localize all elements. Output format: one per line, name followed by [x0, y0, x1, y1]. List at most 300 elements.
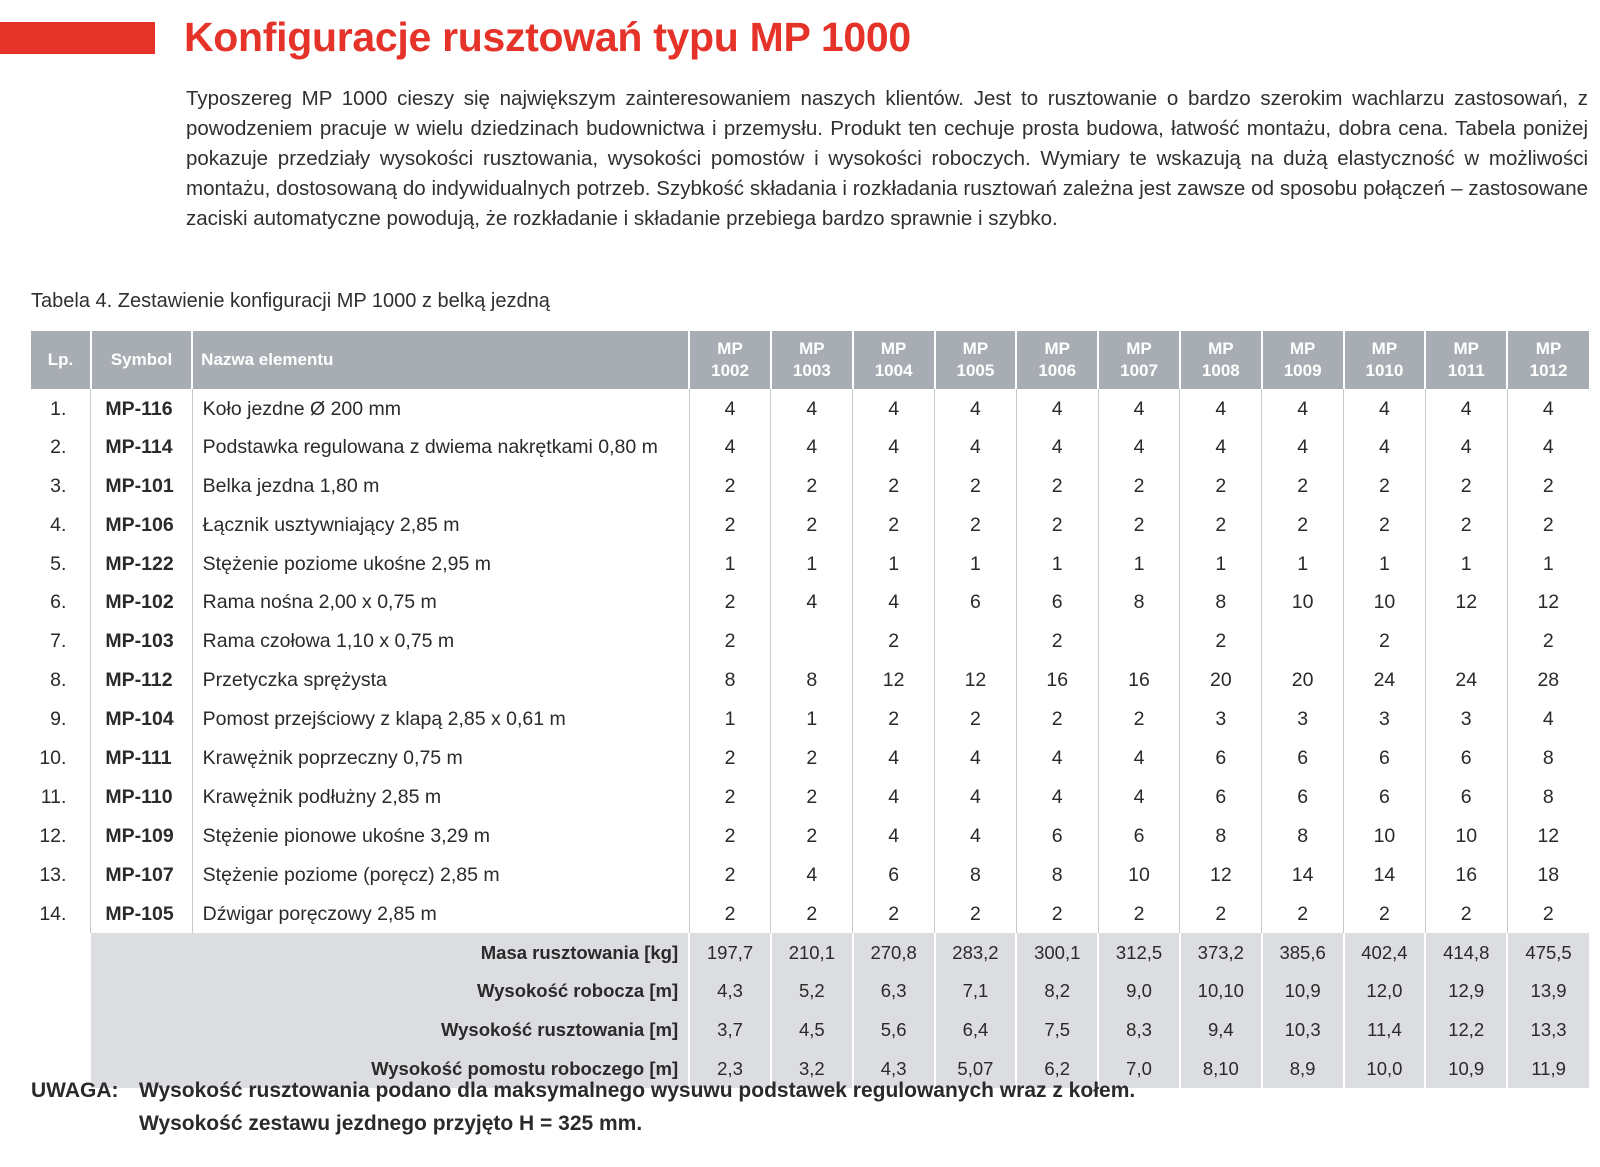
row-quantity: 4	[1098, 428, 1180, 467]
row-quantity: 4	[1016, 389, 1098, 428]
row-number: 5.	[50, 552, 67, 575]
row-symbol: MP-105	[91, 895, 192, 934]
header-model	[1098, 331, 1180, 389]
header-model-prefix: MP	[1371, 339, 1398, 358]
summary-value: 10,10	[1180, 972, 1262, 1011]
row-quantity: 24	[1344, 661, 1426, 700]
summary-value: 12,9	[1425, 972, 1507, 1011]
summary-row	[31, 933, 1589, 972]
summary-value: 4,5	[771, 1011, 853, 1050]
row-quantity: 4	[935, 739, 1017, 778]
row-quantity: 2	[1425, 895, 1507, 934]
header-lp: Lp.	[31, 331, 91, 389]
row-quantity: 4	[853, 583, 935, 622]
row-quantity: 8	[935, 856, 1017, 895]
row-quantity: 4	[1262, 389, 1344, 428]
row-quantity: 12	[1425, 583, 1507, 622]
row-quantity: 1	[771, 700, 853, 739]
row-quantity: 8	[1507, 778, 1589, 817]
row-quantity: 2	[1507, 506, 1589, 545]
row-quantity: 6	[1180, 739, 1262, 778]
row-quantity: 4	[1507, 700, 1589, 739]
row-symbol: MP-102	[91, 583, 192, 622]
header-model-prefix: MP	[880, 339, 907, 358]
summary-value: 12,2	[1425, 1011, 1507, 1050]
row-quantity: 8	[1180, 817, 1262, 856]
row-quantity: 2	[771, 506, 853, 545]
header-model	[1425, 331, 1507, 389]
row-quantity	[771, 622, 853, 661]
row-quantity: 1	[853, 545, 935, 584]
row-quantity: 12	[853, 661, 935, 700]
table-row	[31, 856, 1589, 895]
row-quantity: 6	[1016, 817, 1098, 856]
row-number: 8.	[50, 669, 67, 692]
row-quantity: 2	[689, 895, 771, 934]
row-quantity: 3	[1180, 700, 1262, 739]
row-quantity: 4	[1507, 389, 1589, 428]
row-quantity: 2	[1262, 467, 1344, 506]
header-model-prefix: MP	[1044, 339, 1070, 358]
summary-value: 8,10	[1180, 1049, 1262, 1088]
row-name: Podstawka regulowana z dwiema nakrętkami 0,80 m	[192, 428, 689, 467]
row-quantity: 4	[935, 817, 1017, 856]
summary-label: Wysokość rusztowania [m]	[91, 1011, 689, 1050]
table-row	[31, 739, 1589, 778]
table-row	[31, 895, 1589, 934]
row-quantity: 6	[1344, 778, 1426, 817]
row-quantity: 2	[1344, 622, 1426, 661]
row-quantity: 4	[1180, 428, 1262, 467]
summary-value: 475,5	[1507, 933, 1589, 972]
row-number: 10.	[39, 746, 67, 769]
header-model-number: 1012	[1529, 361, 1568, 380]
row-number: 1.	[50, 398, 67, 421]
summary-value: 11,4	[1344, 1011, 1426, 1050]
row-quantity: 2	[771, 817, 853, 856]
summary-value: 6,4	[935, 1011, 1017, 1050]
row-quantity: 4	[853, 428, 935, 467]
header-model	[935, 331, 1017, 389]
row-name: Krawężnik poprzeczny 0,75 m	[192, 739, 689, 778]
row-quantity: 1	[935, 545, 1017, 584]
row-quantity: 2	[1344, 467, 1426, 506]
row-quantity: 2	[853, 700, 935, 739]
row-quantity: 2	[1262, 895, 1344, 934]
table-row	[31, 622, 1589, 661]
row-name: Stężenie pionowe ukośne 3,29 m	[192, 817, 689, 856]
row-quantity: 2	[689, 622, 771, 661]
row-quantity: 8	[1507, 739, 1589, 778]
table-row	[31, 545, 1589, 584]
row-quantity: 2	[1016, 506, 1098, 545]
header-model	[1016, 331, 1098, 389]
header-model-number: 1004	[874, 361, 913, 380]
row-quantity: 16	[1016, 661, 1098, 700]
table-row	[31, 506, 1589, 545]
row-quantity: 2	[771, 739, 853, 778]
summary-value: 10,0	[1344, 1049, 1426, 1088]
summary-value: 197,7	[689, 933, 771, 972]
row-symbol: MP-109	[91, 817, 192, 856]
row-quantity: 1	[1180, 545, 1262, 584]
table-row	[31, 428, 1589, 467]
row-quantity: 3	[1344, 700, 1426, 739]
row-quantity: 2	[853, 467, 935, 506]
header-model-prefix: MP	[1208, 339, 1234, 358]
row-quantity: 2	[1425, 506, 1507, 545]
summary-value: 10,9	[1425, 1049, 1507, 1088]
row-quantity: 6	[1016, 583, 1098, 622]
summary-value: 3,7	[689, 1011, 771, 1050]
summary-value: 13,9	[1507, 972, 1589, 1011]
table-row	[31, 389, 1589, 428]
row-quantity: 1	[1098, 545, 1180, 584]
row-number: 3.	[50, 474, 67, 497]
summary-value: 414,8	[1425, 933, 1507, 972]
row-quantity: 6	[1344, 739, 1426, 778]
row-quantity: 14	[1262, 856, 1344, 895]
summary-value: 283,2	[935, 933, 1017, 972]
row-quantity: 8	[1098, 583, 1180, 622]
row-quantity: 2	[853, 622, 935, 661]
header-symbol: Symbol	[91, 331, 192, 389]
summary-value: 6,2	[1016, 1049, 1098, 1088]
row-quantity: 16	[1098, 661, 1180, 700]
row-quantity: 4	[853, 817, 935, 856]
header-model	[689, 331, 771, 389]
row-quantity: 4	[1016, 428, 1098, 467]
row-quantity: 24	[1425, 661, 1507, 700]
header-model	[1262, 331, 1344, 389]
row-quantity: 2	[689, 739, 771, 778]
row-quantity: 2	[1098, 467, 1180, 506]
row-quantity: 12	[935, 661, 1017, 700]
row-quantity: 4	[1344, 428, 1426, 467]
row-quantity: 14	[1344, 856, 1426, 895]
row-quantity: 2	[689, 778, 771, 817]
row-quantity: 2	[1180, 506, 1262, 545]
row-quantity: 8	[689, 661, 771, 700]
row-name: Łącznik usztywniający 2,85 m	[192, 506, 689, 545]
row-name: Rama nośna 2,00 x 0,75 m	[192, 583, 689, 622]
header-model-number: 1007	[1120, 361, 1158, 380]
row-quantity: 8	[771, 661, 853, 700]
header-model	[1180, 331, 1262, 389]
summary-label: Masa rusztowania [kg]	[91, 933, 689, 972]
row-quantity: 4	[935, 778, 1017, 817]
header-model-prefix: MP	[1289, 339, 1316, 358]
row-quantity: 8	[1016, 856, 1098, 895]
row-quantity: 28	[1507, 661, 1589, 700]
summary-value: 5,2	[771, 972, 853, 1011]
header-model-number: 1005	[956, 361, 995, 380]
row-quantity: 3	[1425, 700, 1507, 739]
row-quantity: 2	[1016, 622, 1098, 661]
row-quantity: 12	[1180, 856, 1262, 895]
summary-value: 10,9	[1262, 972, 1344, 1011]
summary-value: 10,3	[1262, 1011, 1344, 1050]
row-quantity: 4	[853, 778, 935, 817]
header-model-number: 1011	[1447, 361, 1485, 380]
row-quantity: 1	[1425, 545, 1507, 584]
summary-label: Wysokość pomostu roboczego [m]	[91, 1049, 689, 1088]
summary-value: 210,1	[771, 933, 853, 972]
page-title: Konfiguracje rusztowań typu MP 1000	[184, 14, 911, 60]
row-quantity: 2	[1507, 467, 1589, 506]
row-quantity: 1	[1344, 545, 1426, 584]
summary-value: 8,2	[1016, 972, 1098, 1011]
summary-value: 4,3	[853, 1049, 935, 1088]
row-quantity: 16	[1425, 856, 1507, 895]
summary-value: 270,8	[853, 933, 935, 972]
row-quantity: 2	[771, 778, 853, 817]
note-line-1: Wysokość rusztowania podano dla maksymalnego wysuwu podstawek regulowanych wraz z kołem.	[139, 1079, 1136, 1102]
summary-value: 300,1	[1016, 933, 1098, 972]
row-quantity: 4	[689, 389, 771, 428]
row-quantity: 4	[1098, 389, 1180, 428]
row-quantity: 4	[771, 856, 853, 895]
row-quantity: 2	[689, 817, 771, 856]
summary-value: 13,3	[1507, 1011, 1589, 1050]
row-quantity: 6	[1262, 739, 1344, 778]
table-row	[31, 583, 1589, 622]
row-symbol: MP-101	[91, 467, 192, 506]
row-quantity: 1	[689, 700, 771, 739]
table-row	[31, 700, 1589, 739]
row-quantity: 2	[1507, 895, 1589, 934]
row-quantity: 2	[689, 856, 771, 895]
table-row	[31, 661, 1589, 700]
row-quantity: 2	[689, 506, 771, 545]
row-quantity: 2	[771, 895, 853, 934]
row-quantity: 20	[1180, 661, 1262, 700]
row-quantity: 2	[935, 506, 1017, 545]
summary-value: 2,3	[689, 1049, 771, 1088]
row-quantity: 2	[1016, 700, 1098, 739]
row-symbol: MP-122	[91, 545, 192, 584]
row-number: 4.	[50, 513, 67, 536]
header-model	[1344, 331, 1426, 389]
row-quantity: 2	[689, 467, 771, 506]
row-symbol: MP-110	[91, 778, 192, 817]
row-name: Rama czołowa 1,10 x 0,75 m	[192, 622, 689, 661]
row-quantity: 12	[1507, 583, 1589, 622]
row-quantity: 2	[1098, 506, 1180, 545]
header-model-prefix: MP	[799, 339, 825, 358]
row-quantity: 2	[1098, 700, 1180, 739]
row-quantity: 2	[935, 895, 1017, 934]
row-quantity: 1	[1016, 545, 1098, 584]
row-quantity	[935, 622, 1017, 661]
header-model-number: 1010	[1365, 361, 1404, 380]
row-name: Dźwigar poręczowy 2,85 m	[192, 895, 689, 934]
row-name: Pomost przejściowy z klapą 2,85 x 0,61 m	[192, 700, 689, 739]
row-quantity	[1262, 622, 1344, 661]
row-quantity: 3	[1262, 700, 1344, 739]
row-quantity: 2	[1262, 506, 1344, 545]
row-name: Przetyczka sprężysta	[192, 661, 689, 700]
row-quantity: 1	[771, 545, 853, 584]
row-quantity: 1	[1262, 545, 1344, 584]
summary-spacer	[31, 972, 91, 1011]
row-quantity: 20	[1262, 661, 1344, 700]
note-line-2: Wysokość zestawu jezdnego przyjęto H = 325 mm.	[139, 1112, 643, 1135]
summary-row	[31, 972, 1589, 1011]
summary-value: 3,2	[771, 1049, 853, 1088]
row-quantity: 6	[1425, 778, 1507, 817]
summary-value: 9,0	[1098, 972, 1180, 1011]
row-quantity: 4	[771, 583, 853, 622]
row-quantity: 4	[771, 389, 853, 428]
row-name: Krawężnik podłużny 2,85 m	[192, 778, 689, 817]
header-model-prefix: MP	[1453, 339, 1479, 358]
row-quantity: 4	[1098, 778, 1180, 817]
configuration-table	[31, 331, 1589, 1088]
row-quantity: 4	[1425, 389, 1507, 428]
row-quantity: 4	[853, 739, 935, 778]
row-quantity: 2	[1507, 622, 1589, 661]
summary-value: 385,6	[1262, 933, 1344, 972]
row-symbol: MP-104	[91, 700, 192, 739]
accent-bar	[0, 22, 155, 54]
header-model-prefix: MP	[1535, 339, 1562, 358]
summary-spacer	[31, 933, 91, 972]
row-quantity: 10	[1425, 817, 1507, 856]
table-caption: Tabela 4. Zestawienie konfiguracji MP 1000 z belką jezdną	[31, 290, 550, 312]
summary-value: 11,9	[1507, 1049, 1589, 1088]
row-number: 14.	[39, 902, 67, 925]
summary-row	[31, 1011, 1589, 1050]
header-model-number: 1006	[1038, 361, 1077, 380]
row-symbol: MP-106	[91, 506, 192, 545]
row-quantity: 10	[1098, 856, 1180, 895]
header-model-number: 1002	[711, 361, 749, 380]
row-quantity: 4	[1262, 428, 1344, 467]
row-quantity: 2	[1016, 895, 1098, 934]
row-name: Stężenie poziome (poręcz) 2,85 m	[192, 856, 689, 895]
row-quantity: 8	[1262, 817, 1344, 856]
row-quantity: 6	[1262, 778, 1344, 817]
header-model-number: 1008	[1201, 361, 1240, 380]
row-quantity: 2	[771, 467, 853, 506]
header-model-number: 1003	[792, 361, 831, 380]
summary-value: 402,4	[1344, 933, 1426, 972]
row-quantity: 2	[1180, 895, 1262, 934]
table-row	[31, 467, 1589, 506]
row-quantity: 4	[1425, 428, 1507, 467]
row-name: Stężenie poziome ukośne 2,95 m	[192, 545, 689, 584]
row-quantity: 18	[1507, 856, 1589, 895]
row-quantity: 2	[1180, 622, 1262, 661]
summary-value: 8,3	[1098, 1011, 1180, 1050]
summary-value: 8,9	[1262, 1049, 1344, 1088]
header-model	[1507, 331, 1589, 389]
row-quantity: 2	[1425, 467, 1507, 506]
row-symbol: MP-116	[91, 389, 192, 428]
row-quantity: 2	[935, 700, 1017, 739]
summary-value: 312,5	[1098, 933, 1180, 972]
row-quantity: 2	[1180, 467, 1262, 506]
row-quantity: 10	[1344, 817, 1426, 856]
row-quantity: 1	[689, 545, 771, 584]
row-quantity: 4	[853, 389, 935, 428]
summary-value: 5,6	[853, 1011, 935, 1050]
summary-spacer	[31, 1011, 91, 1050]
intro-paragraph: Typoszereg MP 1000 cieszy się największym zainteresowaniem naszych klientów. Jest to rusztowanie o bardzo szerokim wachlarzu zastosowań, z powodzeniem pracuje w wielu dziedzinach budownictwa i przemysłu. Produkt ten cechuje prosta budowa, łatwość montażu, dobra cena. Tabela poniżej pokazuje przedziały wysokości rusztowania, wysokości pomostów i wysokości roboczych. Wymiary te wskazują na dużą elastyczność w możliwości montażu, dostosowaną do indywidualnych potrzeb. Szybkość składania i rozkładania rusztowań zależna jest zawsze od sposobu połączeń – zastosowane zaciski automatyczne powodują, że rozkładanie i składanie przebiega bardzo sprawnie i szybko.	[186, 87, 1588, 230]
row-number: 7.	[50, 630, 67, 653]
summary-value: 12,0	[1344, 972, 1426, 1011]
header-model-number: 1009	[1283, 361, 1322, 380]
header-name: Nazwa elementu	[192, 331, 689, 389]
row-quantity: 2	[689, 583, 771, 622]
summary-value: 9,4	[1180, 1011, 1262, 1050]
summary-value: 6,3	[853, 972, 935, 1011]
row-quantity: 4	[1180, 389, 1262, 428]
row-quantity: 2	[1344, 895, 1426, 934]
row-name: Belka jezdna 1,80 m	[192, 467, 689, 506]
row-number: 13.	[39, 863, 67, 886]
row-quantity: 2	[853, 895, 935, 934]
note-label: UWAGA:	[31, 1079, 119, 1102]
row-number: 6.	[50, 591, 67, 614]
row-symbol: MP-107	[91, 856, 192, 895]
row-symbol: MP-103	[91, 622, 192, 661]
row-number: 9.	[50, 708, 67, 731]
row-quantity: 4	[1098, 739, 1180, 778]
row-quantity: 10	[1344, 583, 1426, 622]
row-quantity: 6	[935, 583, 1017, 622]
row-symbol: MP-114	[91, 428, 192, 467]
row-quantity: 4	[1507, 428, 1589, 467]
row-quantity: 10	[1262, 583, 1344, 622]
row-quantity: 6	[1098, 817, 1180, 856]
row-quantity: 2	[1098, 895, 1180, 934]
row-quantity	[1425, 622, 1507, 661]
row-quantity: 4	[1016, 739, 1098, 778]
row-quantity: 1	[1507, 545, 1589, 584]
row-quantity: 6	[1180, 778, 1262, 817]
summary-value: 373,2	[1180, 933, 1262, 972]
row-quantity: 6	[1425, 739, 1507, 778]
row-quantity: 4	[935, 428, 1017, 467]
row-quantity: 4	[689, 428, 771, 467]
summary-value: 7,1	[935, 972, 1017, 1011]
row-quantity: 8	[1180, 583, 1262, 622]
row-quantity: 4	[1344, 389, 1426, 428]
row-number: 11.	[40, 785, 67, 808]
row-quantity: 2	[935, 467, 1017, 506]
summary-value: 4,3	[689, 972, 771, 1011]
row-quantity: 6	[853, 856, 935, 895]
table-row	[31, 817, 1589, 856]
row-quantity: 2	[1016, 467, 1098, 506]
row-quantity: 2	[853, 506, 935, 545]
row-name: Koło jezdne Ø 200 mm	[192, 389, 689, 428]
row-quantity: 4	[935, 389, 1017, 428]
header-model-prefix: MP	[717, 339, 743, 358]
summary-label: Wysokość robocza [m]	[91, 972, 689, 1011]
row-quantity: 12	[1507, 817, 1589, 856]
table-header-row	[31, 331, 1589, 389]
header-model	[853, 331, 935, 389]
row-quantity	[1098, 622, 1180, 661]
table-row	[31, 778, 1589, 817]
row-quantity: 4	[771, 428, 853, 467]
row-number: 2.	[50, 435, 67, 458]
summary-value: 7,0	[1098, 1049, 1180, 1088]
row-symbol: MP-111	[91, 739, 192, 778]
